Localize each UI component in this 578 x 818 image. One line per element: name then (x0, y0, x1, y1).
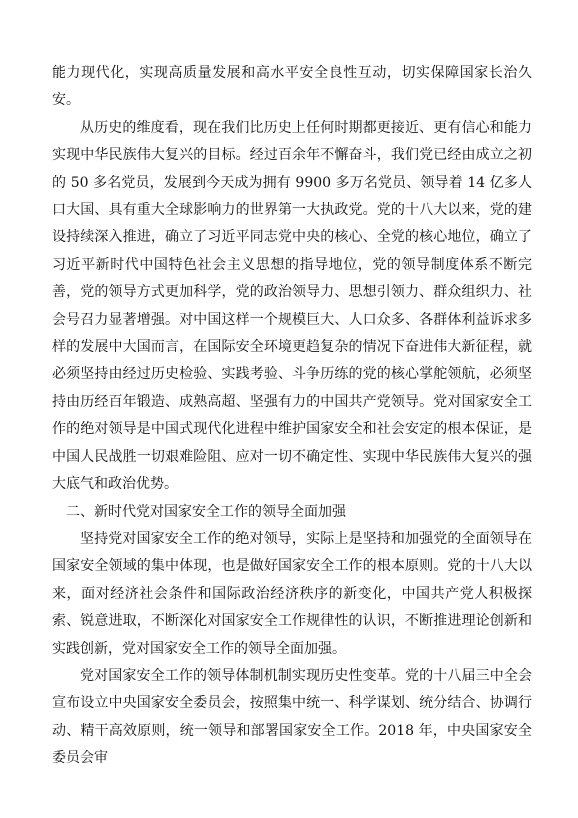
paragraph-continuation: 能力现代化，实现高质量发展和高水平安全良性互动，切实保障国家长治久安。 (52, 65, 532, 109)
paragraph-institutional-reform: 党对国家安全工作的领导体制机制实现历史性变革。党的十八届三中全会宣布设立中央国家安全委员会，按照集中统一、科学谋划、统分结合、协调行动、精干高效原则，统一领导和部署国家安全工作。2018 年，中央国家安全委员会审 (52, 667, 532, 767)
paragraph-history-dimension: 从历史的维度看，现在我们比历史上任何时期都更接近、更有信心和能力实现中华民族伟大复兴的目标。经过百余年不懈奋斗，我们党已经由成立之初的 50 多名党员，发展到今天成为拥有 9900 多万名党员、领导着 14 亿多人口大国、具有重大全球影响力的世界第一大执政党。党的十八大以来，党的建设持续深入推进，确立了习近平同志党中央的核心、全党的核心地位，确立了习近平新时代中国特色社会主义思想的指导地位，党的领导制度体系不断完善，党的领导方式更加科学，党的政治领导力、思想引领力、群众组织力、社会号召力显著增强。对中国这样一个规模巨大、人口众多、各群体利益诉求多样的发展中大国而言，在国际安全环境更趋复杂的情况下奋进伟大新征程，就必须坚持由经过历史检验、实践考验、斗争历练的党的核心掌舵领航，必须坚持由历经百年锻造、成熟高超、坚强有力的中国共产党领导。党对国家安全工作的绝对领导是中国式现代化进程中维护国家安全和社会安定的根本保证，是中国人民战胜一切艰难险阻、应对一切不确定性、实现中华民族伟大复兴的强大底气和政治优势。 (52, 119, 532, 493)
document-body (52, 60, 532, 773)
paragraph-absolute-leadership: 坚持党对国家安全工作的绝对领导，实际上是坚持和加强党的全面领导在国家安全领域的集中体现，也是做好国家安全工作的根本原则。党的十八大以来，面对经济社会条件和国际政治经济秩序的新变化，中国共产党人积极探索、锐意进取，不断深化对国家安全工作规律性的认识，不断推进理论创新和实践创新，党对国家安全工作的领导全面加强。 (52, 530, 532, 657)
section-heading: 二、新时代党对国家安全工作的领导全面加强 (66, 503, 346, 520)
